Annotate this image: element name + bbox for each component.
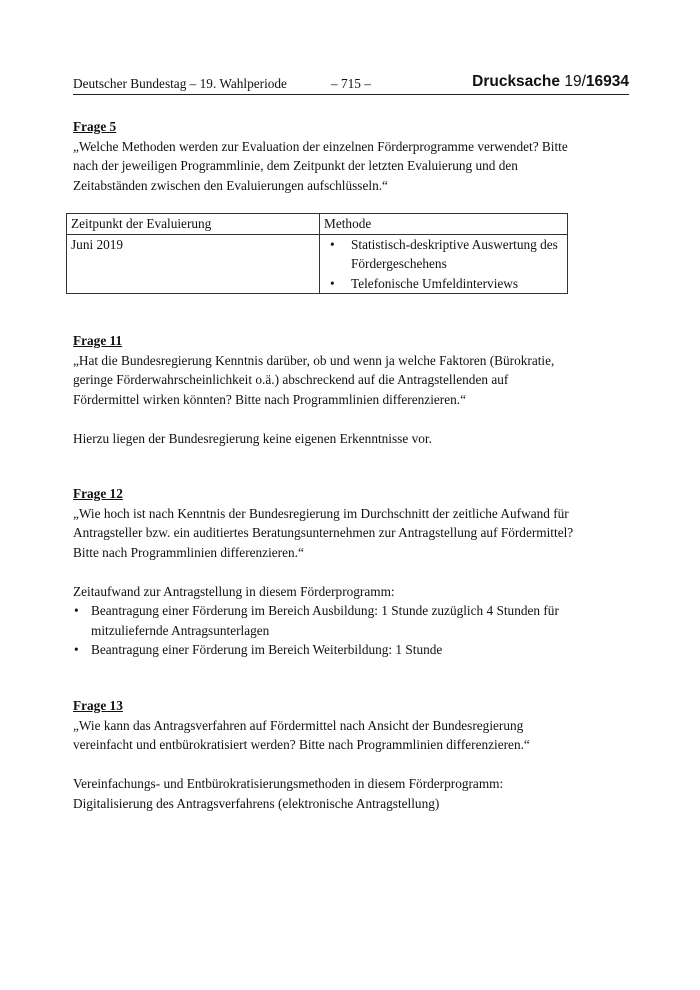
drucksache-label: Drucksache	[472, 73, 561, 90]
frage-13-answer-line: Vereinfachungs- und Entbürokratisierungsmethoden in diesem Förderprogramm:	[73, 776, 504, 791]
frage-13-question-line: vereinfacht und entbürokratisiert werden? Bitte nach Programmlinien differenzieren.“	[73, 737, 530, 752]
bullet-line: Beantragung einer Förderung im Bereich Ausbildung: 1 Stunde zuzüglich 4 Stunden für	[91, 603, 559, 618]
list-item	[73, 640, 603, 660]
methods-list	[324, 235, 563, 294]
frage-11-title: Frage 11	[73, 333, 123, 348]
frage-12-answer-intro: Zeitaufwand zur Antragstellung in diesem Förderprogramm:	[73, 583, 395, 599]
frage-13-title: Frage 13	[73, 698, 123, 713]
frage-11-answer: Hierzu liegen der Bundesregierung keine eigenen Erkenntnisse vor.	[73, 430, 432, 446]
frage-11-question-line: geringe Förderwahrscheinlichkeit o.ä.) abschreckend auf die Antragstellenden auf	[73, 372, 509, 387]
frage-12-question-line: Antragsteller bzw. ein auditiertes Beratungsunternehmen zur Antragstellung auf Fördermittel?	[73, 525, 574, 540]
table-header-methode: Methode	[320, 214, 568, 235]
frage-12-question-line: Bitte nach Programmlinien differenzieren.“	[73, 544, 304, 560]
table-cell-methode	[320, 234, 568, 294]
frage-5-title: Frage 5	[73, 119, 117, 134]
frage-11-question-line: Fördermittel wirken könnten? Bitte nach Programmlinien differenzieren.“	[73, 391, 466, 407]
page-header	[73, 72, 629, 95]
method-line: Fördergeschehens	[351, 256, 447, 271]
frage-13-question-line: „Wie kann das Antragsverfahren auf Fördermittel nach Ansicht der Bundesregierung	[73, 717, 524, 733]
drucksache-period: 19/	[564, 73, 586, 90]
table-cell-zeitpunkt: Juni 2019	[67, 234, 320, 294]
frage-12-title: Frage 12	[73, 486, 123, 501]
frage-13-answer-line: Digitalisierung des Antragsverfahrens (elektronische Antragstellung)	[73, 795, 440, 811]
frage-12-question-line: „Wie hoch ist nach Kenntnis der Bundesregierung im Durchschnitt der zeitliche Aufwand für	[73, 505, 569, 521]
header-parliament: Deutscher Bundestag – 19. Wahlperiode	[73, 76, 287, 91]
bullet-line: Beantragung einer Förderung im Bereich Weiterbildung: 1 Stunde	[91, 642, 443, 657]
bullet-line: mitzuliefernde Antragsunterlagen	[91, 622, 270, 638]
evaluation-table	[66, 213, 568, 294]
drucksache-serial: 16934	[585, 73, 629, 90]
method-line: Telefonische Umfeldinterviews	[351, 275, 519, 291]
list-item	[73, 601, 603, 640]
frage-13-section	[73, 696, 593, 813]
frage-5-question-line: nach der jeweiligen Programmlinie, dem Zeitpunkt der letzten Evaluierung und den	[73, 158, 518, 173]
table-row	[67, 234, 568, 294]
table-header-row	[67, 214, 568, 235]
list-item	[324, 235, 563, 274]
drucksache-number	[472, 72, 629, 92]
table-header-zeitpunkt: Zeitpunkt der Evaluierung	[67, 214, 320, 235]
frage-12-section	[73, 484, 603, 660]
frage-5-question-line: Zeitabständen zwischen den Evaluierungen aufschlüsseln.“	[73, 177, 388, 193]
frage-5-question-line: „Welche Methoden werden zur Evaluation der einzelnen Förderprogramme verwendet? Bitte	[73, 138, 568, 154]
list-item	[324, 274, 563, 294]
page-number: – 715 –	[331, 76, 371, 91]
method-line: Statistisch-deskriptive Auswertung des	[351, 236, 558, 252]
frage-5-section	[73, 117, 573, 195]
effort-list	[73, 601, 603, 660]
frage-11-question-line: „Hat die Bundesregierung Kenntnis darüber, ob und wenn ja welche Faktoren (Bürokratie,	[73, 352, 555, 368]
frage-11-section	[73, 331, 593, 448]
